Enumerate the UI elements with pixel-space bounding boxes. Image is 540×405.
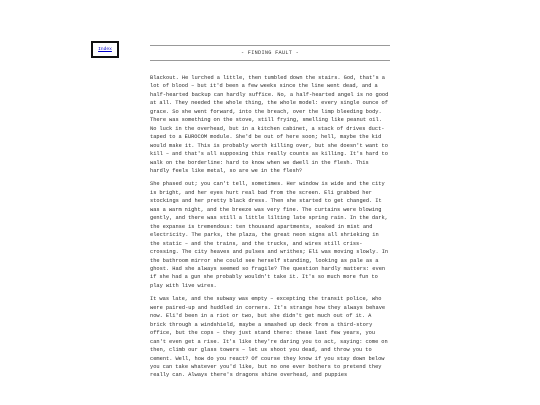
index-button[interactable] — [91, 41, 119, 58]
paragraph: She phased out; you can't tell, sometimes. Her window is wide and the city is bright, and her eyes hurt real bad from the screen. Eli grabbed her stockings and her pretty black dress. Then she started to get changed. It was a warm night, and the breeze was very fine. The curtains were blowing gently, and there was still a little lilting late spring rain. In the dark, the expanse is tremendous: ten thousand apartments, soaked in mist and electricity. The parks, the plaza, the great neon signs all shrieking in the static – and the trains, and the trucks, and wires still criss-crossing. The city heaves and pulses and writhes; Eli was moving slowly. In the bathroom mirror she could see herself standing, looking as pale as a ghost. Had she always seemed so fragile? The question hardly matters: even if she had a gun she probably wouldn't take it. It's so much more fun to play with live wires. — [150, 181, 389, 289]
chapter-title: - FINDING FAULT - — [240, 50, 300, 56]
chapter-body — [150, 74, 390, 380]
bottom-rule — [150, 60, 390, 61]
index-link[interactable]: Index — [98, 47, 112, 52]
chapter-column — [150, 45, 390, 385]
paragraph: Blackout. He lurched a little, then tumbled down the stairs. God, that's a lot of blood – but it'd been a few weeks since the line went dead, and a half-hearted backup can hardly suffice. No, a half-hearted angel is no good at all. They needed the whole thing, the whole model: every single ounce of grace. So she went forward, into the breach, over the limp bleeding body. There was something on the stove, still frying, smelling like peanut oil. No luck in the overhead, but in a kitchen cabinet, a stack of drives duct-taped to a EUROCOM module. She'd be out of here soon; hell, maybe the kid would make it. This is probably worth killing over, but she doesn't want to kill – and that's all supposing this really counts as killing. It's hard to walk on the borderline: hard to know when we dwell in the flesh. This hardly feels like metal, so are we in the flesh? — [150, 75, 389, 174]
top-rule — [150, 45, 390, 46]
paragraph: It was late, and the subway was empty – excepting the transit police, who were paired-up and huddled in corners. It's strange how they always behave now. Eli'd been in a riot or two, but she didn't get much out of it. A brick through a windshield, maybe a smashed up deck from a third-story office, but the cops – they just stand there: these last few years, you can't even get a rise. It's like they're daring you to act, saying: come on then, climb our glass towers – let us shoot you dead, and throw you to cement. Well, how do you react? Of course they know if you stay down below you can take whatever you'd like, but no one ever bothers to pretend they really can. Always there's dragons shine overhead, and puppies — [150, 296, 388, 379]
